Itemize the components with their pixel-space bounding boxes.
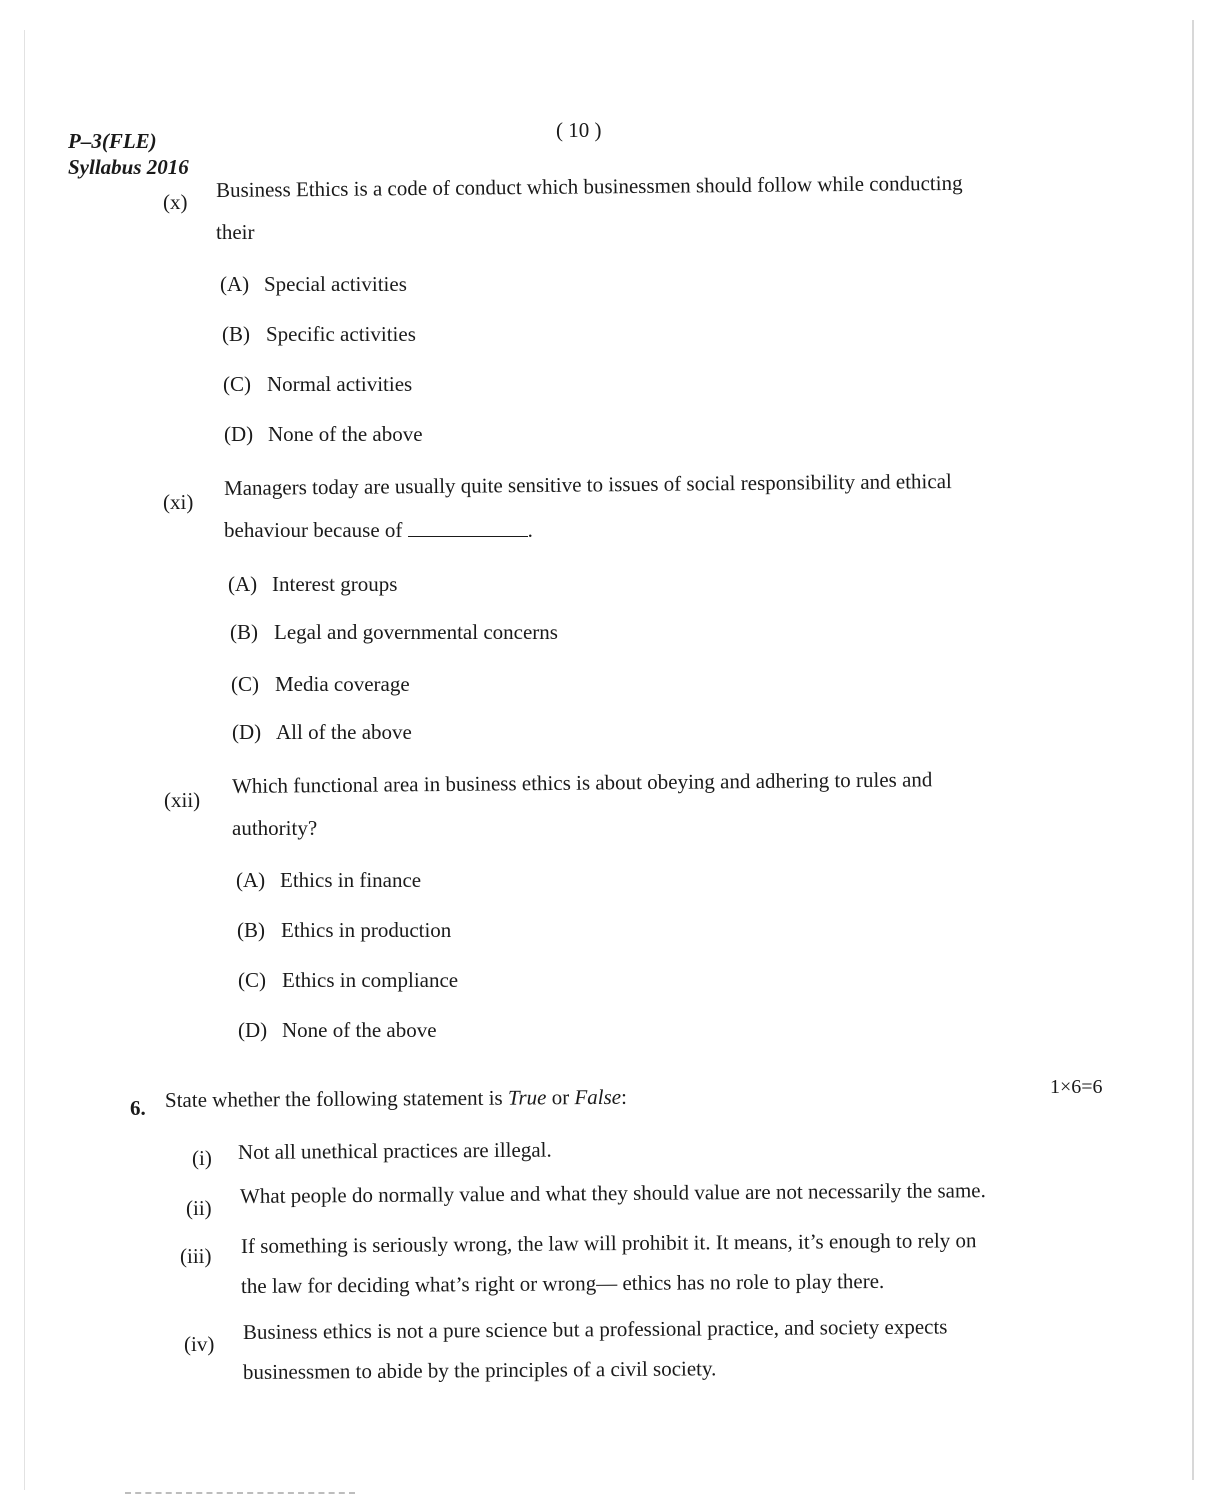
section-number: 6. xyxy=(130,1096,146,1120)
scan-artifact xyxy=(125,1492,355,1496)
syllabus-label: Syllabus 2016 xyxy=(68,155,189,179)
paper-header xyxy=(68,128,189,180)
option-b: (B) Specific activities xyxy=(222,322,416,346)
question-text: Managers today are usually quite sensitive to issues of social responsibility and ethical behaviour because of . xyxy=(223,469,952,542)
option-d: (D) None of the above xyxy=(224,422,423,446)
page-edge-left xyxy=(24,30,25,1490)
option-a: (A) Ethics in finance xyxy=(236,868,422,892)
statement-text: Business ethics is not a pure science but a professional practice, and society expects businessmen to abide by the principles of a civil society. xyxy=(242,1314,948,1384)
page-number: ( 10 ) xyxy=(556,118,602,142)
question-text: Which functional area in business ethics is about obeying and adhering to rules and authority? xyxy=(231,767,933,840)
marks-label: 1×6=6 xyxy=(1050,1076,1103,1098)
paper-code: P–3(FLE) xyxy=(68,129,157,153)
option-b: (B) Ethics in production xyxy=(237,918,452,942)
option-d: (D) None of the above xyxy=(238,1018,437,1042)
fill-blank xyxy=(408,518,528,537)
option-c: (C) Media coverage xyxy=(231,672,410,696)
option-d: (D) All of the above xyxy=(232,720,412,744)
question-text: Business Ethics is a code of conduct which businessmen should follow while conducting their xyxy=(215,170,963,244)
option-c: (C) Normal activities xyxy=(223,372,413,396)
statement-text: Not all unethical practices are illegal. xyxy=(237,1137,552,1164)
option-a: (A) Interest groups xyxy=(228,572,398,596)
statement-number: (iv) xyxy=(184,1332,215,1356)
statement-text: What people do normally value and what they should value are not necessarily the same. xyxy=(239,1178,986,1208)
option-c: (C) Ethics in compliance xyxy=(238,968,459,992)
statement-number: (i) xyxy=(192,1146,212,1170)
section-title: State whether the following statement is True or False: xyxy=(164,1084,628,1112)
question-number: (x) xyxy=(163,190,188,214)
page-edge-right xyxy=(1192,20,1194,1480)
option-b: (B) Legal and governmental concerns xyxy=(230,620,558,644)
question-number: (xii) xyxy=(164,788,201,812)
statement-number: (iii) xyxy=(180,1244,212,1268)
statement-text: If something is seriously wrong, the law will prohibit it. It means, it’s enough to rely on the law for deciding what’s right or wrong— ethics has no role to play there. xyxy=(240,1228,977,1298)
option-a: (A) Special activities xyxy=(220,272,407,296)
statement-number: (ii) xyxy=(186,1196,212,1220)
question-number: (xi) xyxy=(163,490,194,514)
